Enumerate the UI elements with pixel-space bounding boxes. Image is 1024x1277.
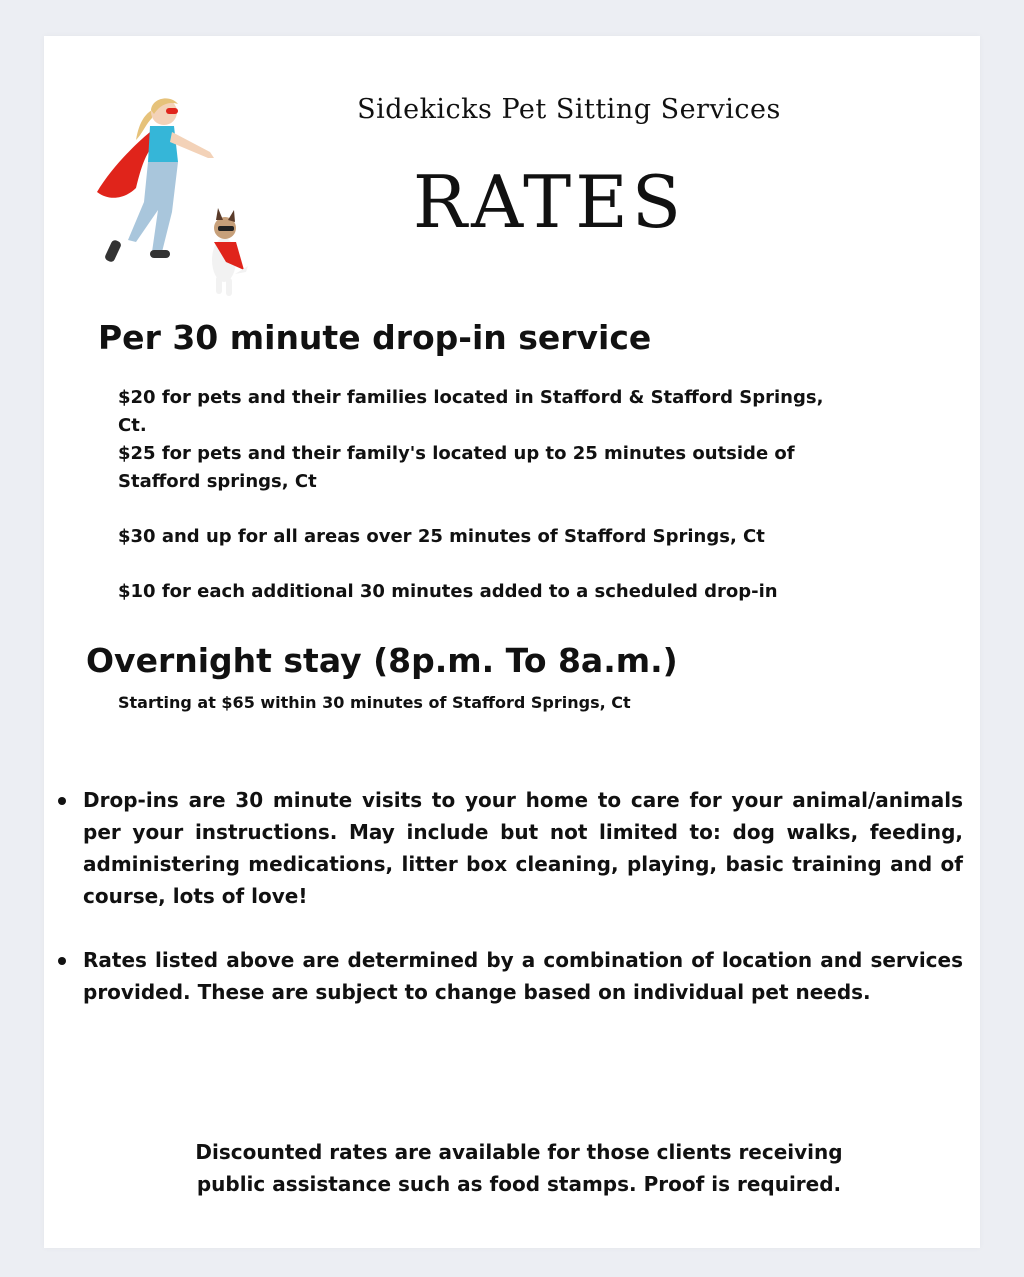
discount-note: Discounted rates are available for those clients receiving public assistance such as food stamps. Proof is required.: [195, 1140, 843, 1196]
note-text: Rates listed above are determined by a combination of location and services provided. These are subject to change based on individual pet needs.: [83, 948, 963, 1004]
rate-item: $30 and up for all areas over 25 minutes of Stafford Springs, Ct: [118, 526, 765, 547]
rates-flyer: [44, 36, 980, 1248]
note-item: [83, 944, 963, 1008]
bullet-icon: [58, 957, 66, 965]
dog-ear-left: [216, 208, 223, 220]
girl-shoe-back: [104, 239, 122, 263]
dog-leg-left: [216, 276, 222, 294]
note-text: Drop-ins are 30 minute visits to your home to care for your animal/animals per your instructions. May include but not limited to: dog walks, feeding, administering medications, litter box cleaning, playing, basic training and of course, lots of love!: [83, 788, 963, 908]
girl-shirt: [148, 126, 178, 165]
brand-name: Sidekicks Pet Sitting Services: [357, 94, 781, 125]
dog-ear-right: [228, 210, 235, 222]
rate-item: $10 for each additional 30 minutes added to a scheduled drop-in: [118, 581, 778, 602]
dog-leg-right: [226, 278, 232, 296]
rate-item: $20 for pets and their families located in Stafford & Stafford Springs, Ct.: [118, 387, 824, 436]
rate-item: $25 for pets and their family's located up to 25 minutes outside of Stafford springs, Ct: [118, 443, 795, 492]
overnight-heading: Overnight stay (8p.m. To 8a.m.): [86, 641, 678, 680]
girl-shoe-front: [150, 250, 170, 258]
girl-mask: [166, 108, 178, 114]
overnight-rate: Starting at $65 within 30 minutes of Stafford Springs, Ct: [118, 693, 631, 712]
page-title: RATES: [412, 160, 686, 244]
girl-and-dog-superhero-illustration: [92, 92, 262, 302]
note-item: [83, 784, 963, 912]
dog-mask: [218, 226, 234, 231]
bullet-icon: [58, 797, 66, 805]
drop-in-heading: Per 30 minute drop-in service: [98, 318, 652, 357]
